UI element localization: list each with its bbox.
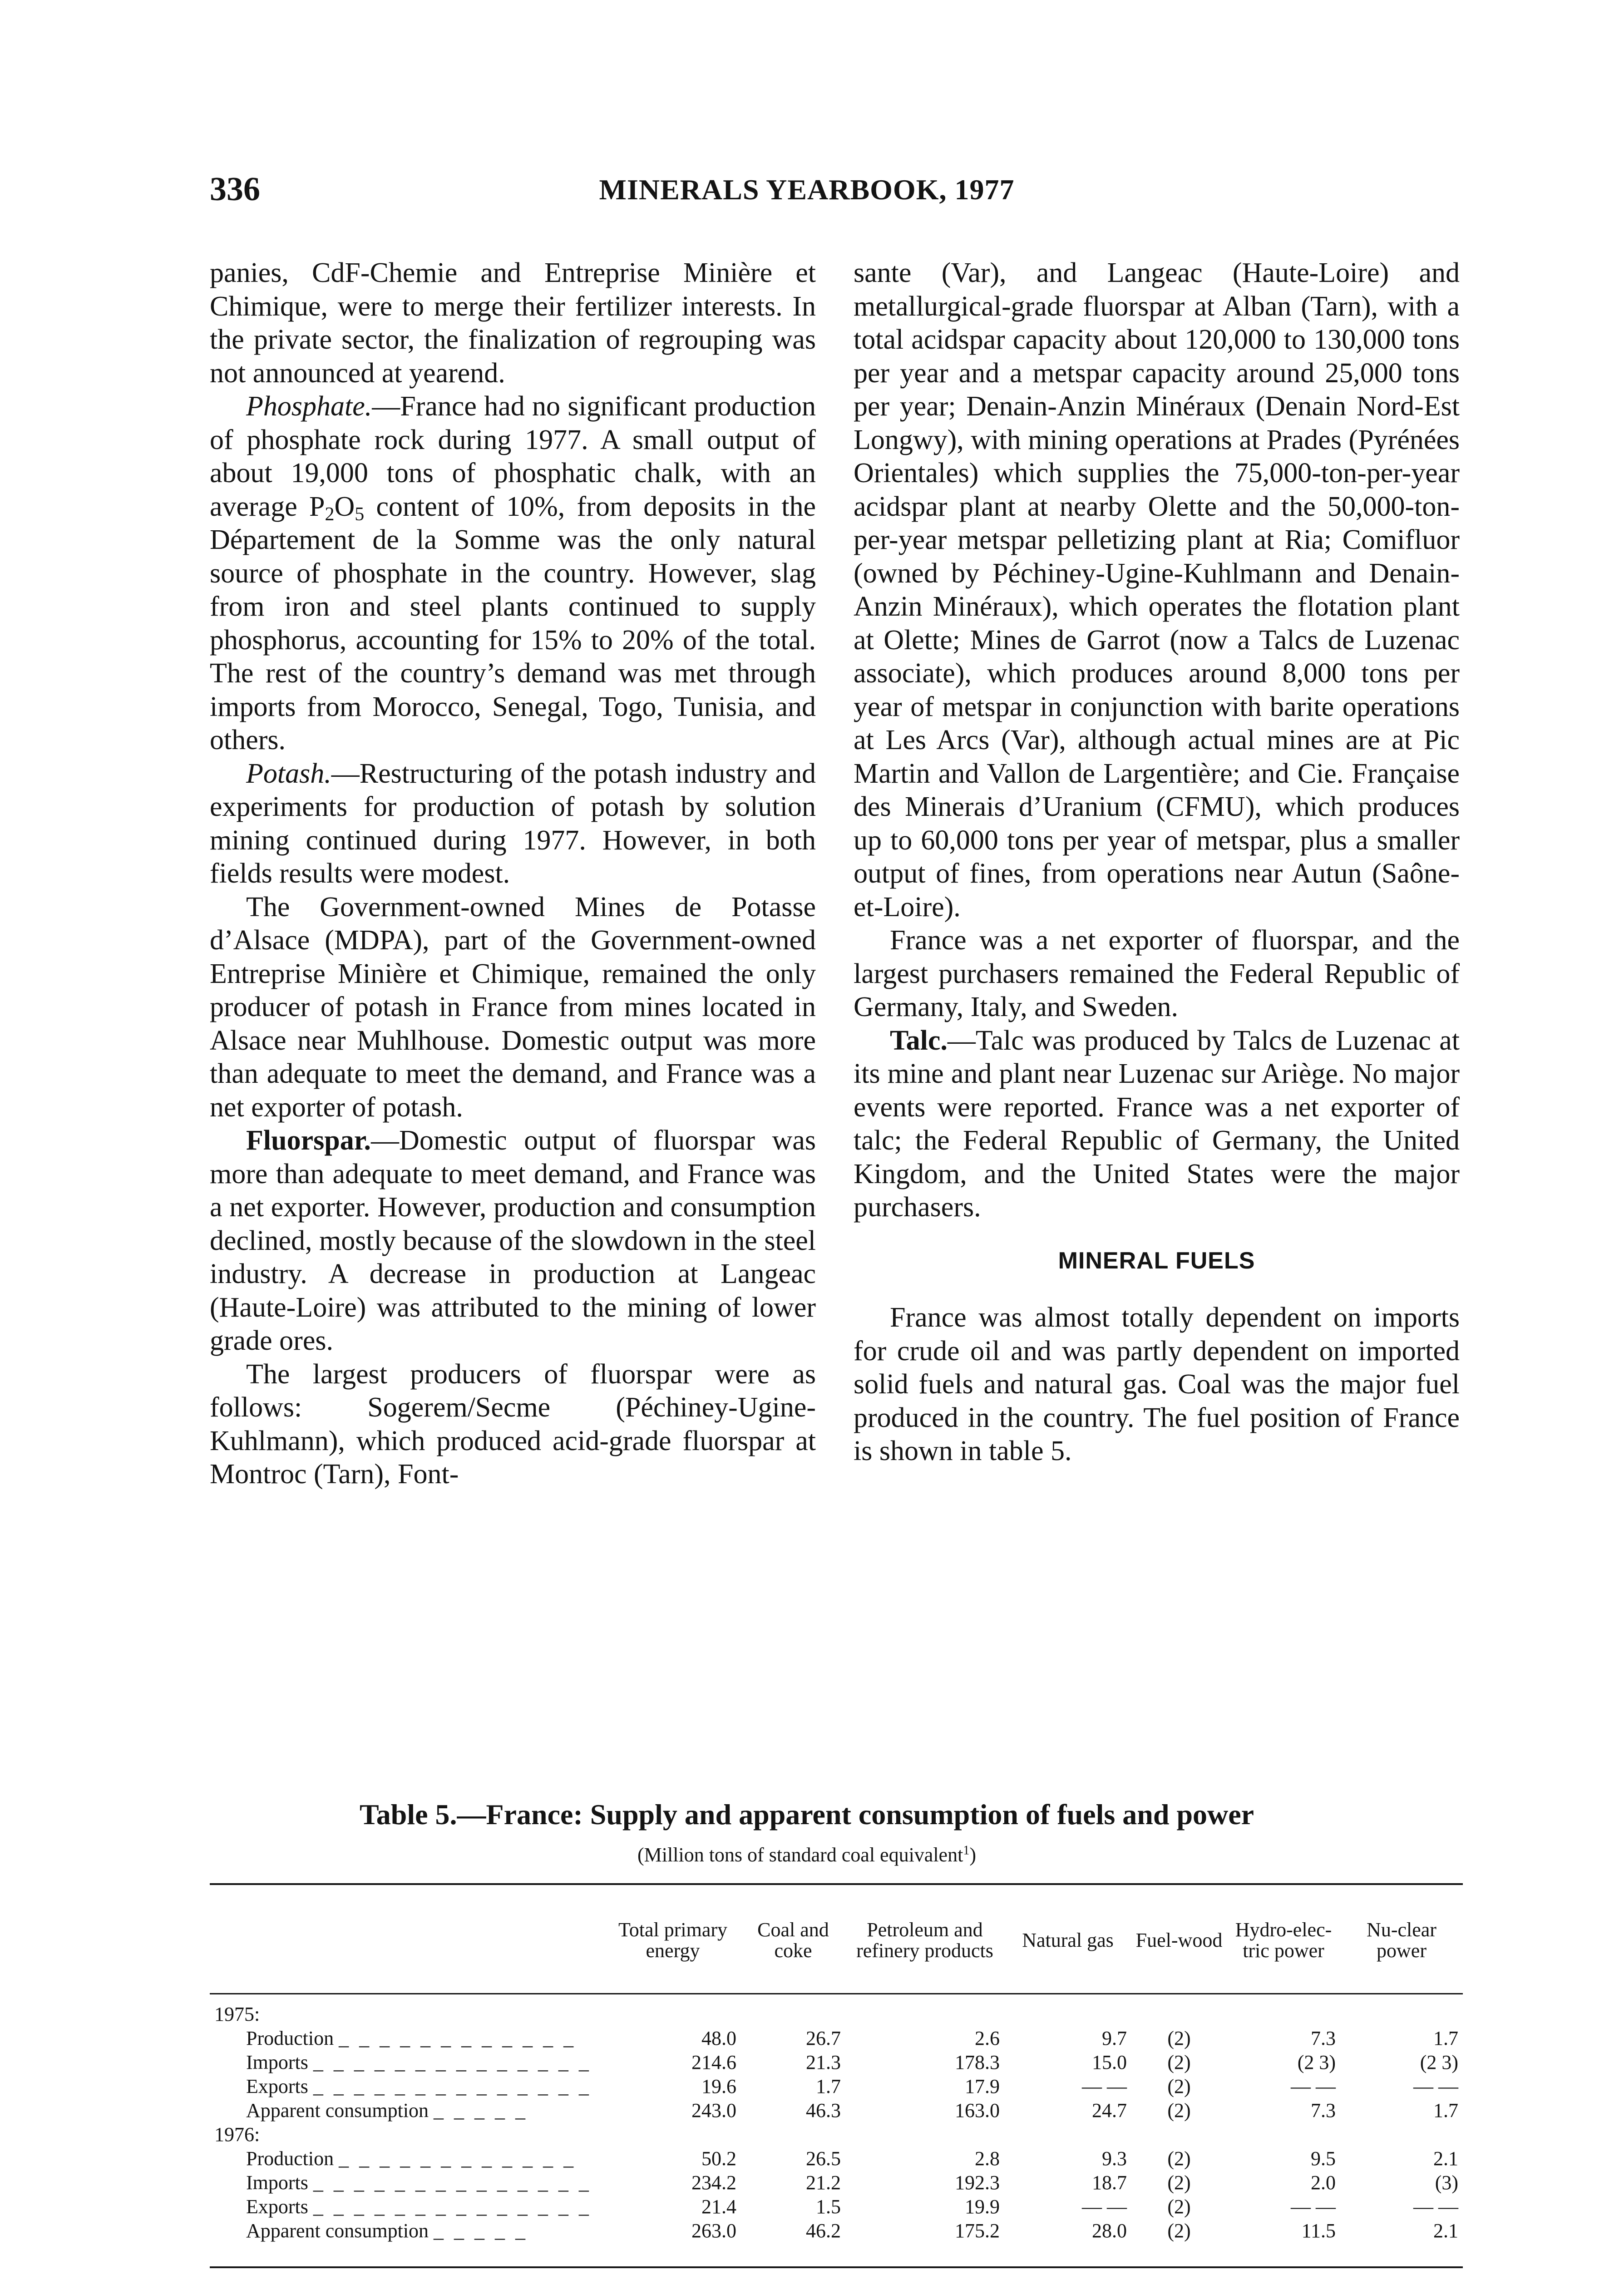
table-cell: 1.7 (1433, 2099, 1458, 2122)
table-cell: 192.3 (955, 2171, 1000, 2194)
table-cell: 214.6 (691, 2051, 736, 2073)
table-cell: 2.1 (1433, 2147, 1458, 2170)
stub-header (210, 1889, 605, 1992)
table-cell: 15.0 (1092, 2051, 1127, 2073)
paragraph: sante (Var), and Langeac (Haute-Loire) and metallurgical-grade fluorspar at Alban (Tarn), with a total acidspar capacity about 120,000 to 130,000 tons per year and a metspar capacity around 25,000 tons per year; Denain-Anzin Minéraux (Denain Nord-Est Longwy), with mining operations at Prades (Pyrénées Orientales) which supplies the 75,000-ton-per-year acidspar plant at nearby Olette and the 50,000-ton-per-year metspar pelletizing plant at Ria; Comifluor (owned by Péchiney-Ugine-Kuhlmann and Denain-Anzin Minéraux), which operates the flotation plant at Olette; Mines de Garrot (now a Talcs de Luzenac associate), which produces around 8,000 tons per year of metspar in conjunction with barite operations at Les Arcs (Var), although actual mines are at Pic Martin and Vallon de Largentière; and Cie. Française des Minerais d’Uranium (CFMU), which produces up to 60,000 tons per year of metspar, plus a smaller output of fines, from operations near Autun (Saône-et-Loire). (854, 257, 1460, 923)
table-cell: 48.0 (701, 2027, 736, 2049)
table-cell: — — (1291, 2196, 1336, 2218)
paragraph: panies, CdF-Chemie and Entreprise Minière et Chimique, were to merge their fertilizer interests. In the private sector, the finalization of regrouping was not announced at yearend. (210, 257, 816, 389)
table-cell: 17.9 (965, 2075, 1000, 2097)
paragraph: The largest producers of fluorspar were as follows: Sogerem/Secme (Péchiney-Ugine-Kuhlmann), which produced acid-grade fluorspar at Montroc (Tarn), Font- (210, 1358, 816, 1490)
table-cell: 24.7 (1092, 2099, 1127, 2122)
table-row (210, 2195, 1463, 2219)
table-cell: 28.0 (1092, 2220, 1127, 2242)
table-cell: 1.7 (1433, 2027, 1458, 2049)
table-cell: (2) (1167, 2051, 1191, 2073)
row-label: Production _ _ _ _ _ _ _ _ _ _ _ _ (246, 2027, 577, 2049)
paragraph: The Government-owned Mines de Potasse d’Alsace (MDPA), part of the Government-owned Entreprise Minière et Chimique, remained the only producer of potash in France from mines located in Alsace near Muhlhouse. Domestic output was more than adequate to meet the demand, and France was a net exporter of potash. (210, 891, 816, 1123)
running-title: MINERALS YEARBOOK, 1977 (599, 173, 1015, 206)
table-cell: — — (1291, 2075, 1336, 2097)
table-cell: 2.0 (1311, 2171, 1336, 2194)
row-label: Imports _ _ _ _ _ _ _ _ _ _ _ _ _ _ (246, 2171, 592, 2194)
column-header: Hydro-elec-tric power (1235, 1919, 1332, 1962)
table-cell: 26.5 (806, 2147, 841, 2170)
table-rule-top (210, 1883, 1463, 1885)
table-row (210, 2098, 1463, 2122)
table-cell: 11.5 (1301, 2220, 1336, 2242)
row-label: Exports _ _ _ _ _ _ _ _ _ _ _ _ _ _ (246, 2196, 592, 2218)
table-cell: (3) (1435, 2171, 1458, 2194)
table-row (210, 2050, 1463, 2074)
table-cell: 9.3 (1102, 2147, 1127, 2170)
row-label: Production _ _ _ _ _ _ _ _ _ _ _ _ (246, 2147, 577, 2170)
table-cell: — — (1413, 2075, 1458, 2097)
table-cell (210, 1992, 1463, 2002)
table-cell: (2) (1167, 2075, 1191, 2097)
table-cell: 19.9 (965, 2196, 1000, 2218)
table-cell: 21.3 (806, 2051, 841, 2073)
table-cell: 7.3 (1311, 2099, 1336, 2122)
page-number: 336 (210, 171, 260, 208)
table-cell: 2.8 (975, 2147, 1000, 2170)
table-cell: (2 3) (1297, 2051, 1336, 2073)
table-cell: 2.6 (975, 2027, 1000, 2049)
subhead-fluorspar: Fluorspar. (246, 1125, 371, 1156)
table-cell: — — (1413, 2196, 1458, 2218)
left-column (210, 257, 816, 1491)
section-heading: MINERAL FUELS (1058, 1247, 1255, 1274)
table-cell: 21.4 (701, 2196, 736, 2218)
table-cell: (2) (1167, 2171, 1191, 2194)
column-header: Total primary energy (618, 1919, 728, 1962)
subhead-phosphate: Phosphate. (246, 391, 372, 422)
paragraph-phosphate: Phosphate.—France had no significant production of phosphate rock during 1977. A small output of about 19,000 tons of phosphatic chalk, with an average $P_2O_5$ content of 10%, from deposits in the Département de la Somme was the only natural source of phosphate in the country. However, slag from iron and steel plants continued to supply phosphorus, accounting for 15% to 20% of the total. The rest of the country’s demand was met through imports from Morocco, Senegal, Togo, Tunisia, and others. (210, 391, 816, 755)
table-cell: 9.5 (1311, 2147, 1336, 2170)
table-cell: 7.3 (1311, 2027, 1336, 2049)
table-cell: (2) (1167, 2220, 1191, 2242)
column-header: Coal and coke (757, 1919, 829, 1962)
table-row (210, 2026, 1463, 2050)
table-cell: 2.1 (1433, 2220, 1458, 2242)
fuel-table (210, 1889, 1463, 2243)
row-label: Apparent consumption _ _ _ _ _ (246, 2220, 528, 2242)
table-cell: 1.7 (816, 2075, 841, 2097)
right-column (854, 257, 1460, 1468)
year-label: 1976: (214, 2123, 260, 2146)
table-header-row (210, 1889, 1463, 1992)
column-header: Petroleum and refinery products (856, 1919, 993, 1962)
table-cell: 178.3 (955, 2051, 1000, 2073)
year-row (210, 2002, 1463, 2026)
table-row (210, 2219, 1463, 2243)
paragraph: France was almost totally dependent on imports for crude oil and was partly dependent on imported solid fuels and natural gas. Coal was the major fuel produced in the country. The fuel position of France is shown in table 5. (854, 1302, 1460, 1466)
paragraph-potash: Potash.—Restructuring of the potash industry and experiments for production of potash by solution mining continued during 1977. However, in both fields results were modest. (210, 758, 816, 889)
table-cell: 21.2 (806, 2171, 841, 2194)
table-cell: 46.3 (806, 2099, 841, 2122)
table-cell: 26.7 (806, 2027, 841, 2049)
table-cell: — — (1082, 2075, 1127, 2097)
table-cell: 175.2 (955, 2220, 1000, 2242)
table-cell: (2) (1167, 2099, 1191, 2122)
table-subtitle: (Million tons of standard coal equivalent$^1$) (637, 1843, 976, 1866)
table-row (210, 2171, 1463, 2195)
table-cell: 234.2 (691, 2171, 736, 2194)
table-cell: (2) (1167, 2027, 1191, 2049)
table-cell: 163.0 (955, 2099, 1000, 2122)
table-cell: 19.6 (701, 2075, 736, 2097)
table-cell: 18.7 (1092, 2171, 1127, 2194)
year-label: 1975: (214, 2003, 260, 2025)
year-row (210, 2122, 1463, 2147)
table-cell: 1.5 (816, 2196, 841, 2218)
running-head (210, 170, 1404, 220)
subhead-talc: Talc. (890, 1025, 948, 1056)
column-header: Fuel-wood (1135, 1929, 1223, 1951)
column-header: Nu-clear power (1367, 1919, 1436, 1962)
table-row (210, 2147, 1463, 2171)
table-cell: (2) (1167, 2147, 1191, 2170)
table-cell: (2) (1167, 2196, 1191, 2218)
table-cell: (2 3) (1420, 2051, 1458, 2073)
column-header: Natural gas (1022, 1929, 1114, 1951)
table-cell: 243.0 (691, 2099, 736, 2122)
row-label: Exports _ _ _ _ _ _ _ _ _ _ _ _ _ _ (246, 2075, 592, 2097)
table-rule-bottom (210, 2266, 1463, 2268)
table-cell: 46.2 (806, 2220, 841, 2242)
paragraph-talc: Talc.—Talc was produced by Talcs de Luzenac at its mine and plant near Luzenac sur Ariège. No major events were reported. France was a net exporter of talc; the Federal Republic of Germany, the United Kingdom, and the United States were the major purchasers. (854, 1025, 1460, 1223)
table-cell: — — (1082, 2196, 1127, 2218)
subhead-potash: Potash. (246, 758, 331, 789)
formula-p2o5: $P_2O_5$ (309, 491, 365, 525)
row-label: Apparent consumption _ _ _ _ _ (246, 2099, 528, 2122)
table-cell: 50.2 (701, 2147, 736, 2170)
paragraph: France was a net exporter of fluorspar, and the largest purchasers remained the Federal Republic of Germany, Italy, and Sweden. (854, 925, 1460, 1022)
table-cell: 263.0 (691, 2220, 736, 2242)
paragraph-fluorspar: Fluorspar.—Domestic output of fluorspar was more than adequate to meet demand, and France was a net exporter. However, production and consumption declined, mostly because of the slowdown in the steel industry. A decrease in production at Langeac (Haute-Loire) was attributed to the mining of lower grade ores. (210, 1125, 816, 1356)
table-cell: 9.7 (1102, 2027, 1127, 2049)
table-row (210, 2074, 1463, 2098)
table-title: Table 5.—France: Supply and apparent consumption of fuels and power (359, 1798, 1254, 1831)
row-label: Imports _ _ _ _ _ _ _ _ _ _ _ _ _ _ (246, 2051, 592, 2073)
